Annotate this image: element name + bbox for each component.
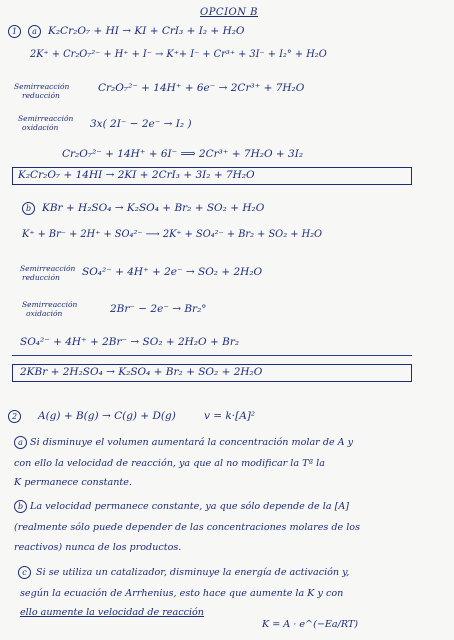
rate-law: v = k·[A]² (204, 410, 256, 422)
b-reduction-label-1: Semirreacción (20, 264, 76, 273)
q2-c-line-3: ello aumente la velocidad de reacción (20, 607, 204, 618)
arrhenius-equation: K = A · e^(−Ea/RT) (262, 619, 359, 630)
reduction-label-1: Semirreacción (14, 82, 70, 91)
oxidation-label-1: Semirreacción (18, 114, 74, 123)
q2-b-line-2: (realmente sólo puede depender de las concentraciones molares de los (14, 522, 360, 533)
final-equation-a: K₂Cr₂O₇ + 14HI → 2KI + 2CrI₃ + 3I₂ + 7H₂O (18, 169, 255, 181)
q2-b-line-1: La velocidad permanece constante, ya que sólo depende de la [A] (30, 501, 350, 512)
q2-a-line-1: Si disminuye el volumen aumentará la concentración molar de A y (30, 437, 354, 448)
oxidation-label-2: oxidación (22, 123, 59, 132)
divider-line (12, 355, 412, 356)
b-oxidation-label-1: Semirreacción (22, 300, 78, 309)
part-a-marker: a (28, 25, 41, 38)
part-b-marker: b (22, 202, 35, 215)
q2-a-line-3: K permanece constante. (14, 477, 132, 488)
q2-part-b-marker: b (14, 500, 27, 513)
q2-b-line-3: reactivos) nunca de los productos. (14, 542, 182, 553)
final-equation-b: 2KBr + 2H₂SO₄ → K₂SO₄ + Br₂ + SO₂ + 2H₂O (20, 366, 263, 378)
reduction-label-2: reducción (22, 91, 60, 100)
oxidation-equation: 3x( 2I⁻ − 2e⁻ → I₂ ) (90, 118, 192, 130)
q2-c-line-2: según la ecuación de Arrhenius, esto hace que aumente la K y con (20, 588, 344, 599)
equation-a2: 2K⁺ + Cr₂O₇²⁻ + H⁺ + I⁻ → K⁺+ I⁻ + Cr³⁺ + 3I⁻ + I₂° + H₂O (30, 49, 327, 60)
q2-part-c-marker: c (18, 566, 31, 579)
equation-b2: K⁺ + Br⁻ + 2H⁺ + SO₄²⁻ ⟶ 2K⁺ + SO₄²⁻ + Br₂ + SO₂ + H₂O (22, 229, 323, 240)
question-2-number: 2 (8, 410, 21, 423)
equation-a1: K₂Cr₂O₇ + HI → KI + CrI₃ + I₂ + H₂O (48, 25, 245, 37)
b-reduction-equation: SO₄²⁻ + 4H⁺ + 2e⁻ → SO₂ + 2H₂O (82, 266, 263, 278)
ionic-equation-b: SO₄²⁻ + 4H⁺ + 2Br⁻ → SO₂ + 2H₂O + Br₂ (20, 336, 240, 348)
b-reduction-label-2: reducción (22, 273, 60, 282)
reduction-equation: Cr₂O₇²⁻ + 14H⁺ + 6e⁻ → 2Cr³⁺ + 7H₂O (98, 82, 305, 94)
q2-a-line-2: con ello la velocidad de reacción, ya que al no modificar la Tª la (14, 458, 325, 469)
reaction-equation: A(g) + B(g) → C(g) + D(g) (38, 410, 176, 422)
b-oxidation-equation: 2Br⁻ − 2e⁻ → Br₂° (110, 303, 207, 315)
equation-b1: KBr + H₂SO₄ → K₂SO₄ + Br₂ + SO₂ + H₂O (42, 202, 265, 214)
b-oxidation-label-2: oxidación (26, 309, 63, 318)
q2-part-a-marker: a (14, 436, 27, 449)
ionic-equation-a: Cr₂O₇²⁻ + 14H⁺ + 6I⁻ ⟹ 2Cr³⁺ + 7H₂O + 3I₂ (62, 148, 304, 160)
q2-c-line-1: Si se utiliza un catalizador, disminuye la energía de activación y, (36, 567, 350, 578)
question-1-number: 1 (8, 25, 21, 38)
page-title: OPCION B (200, 7, 259, 18)
